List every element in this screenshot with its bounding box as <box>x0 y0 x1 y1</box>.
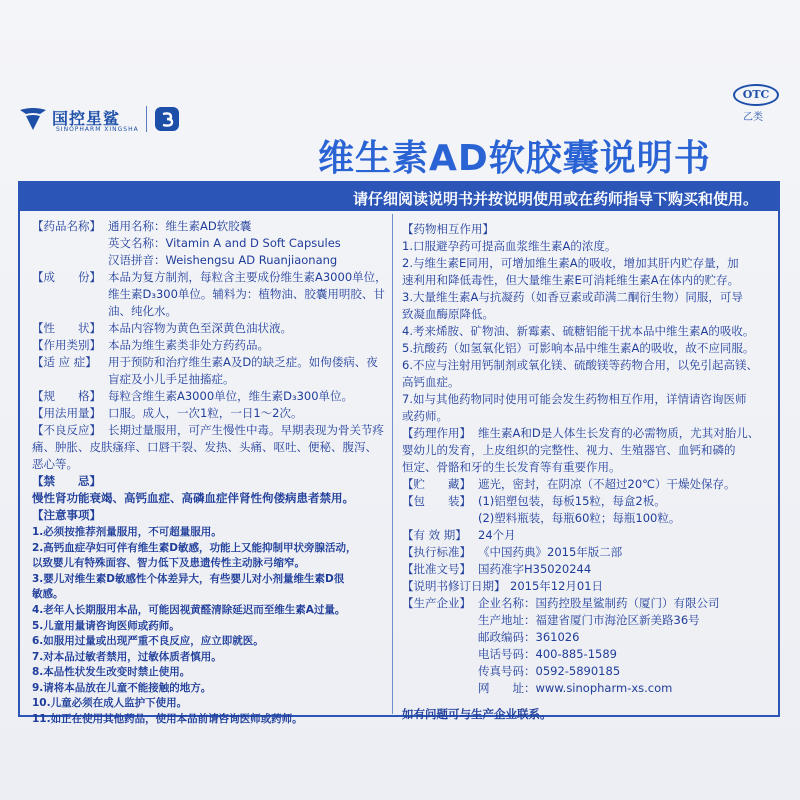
note-item: 6.如服用过量或出现严重不良反应，应立即就医。 <box>32 635 264 647</box>
generic-name: 通用名称：维生素AD软胶囊 <box>108 219 252 233</box>
warning-banner <box>18 181 780 211</box>
note-item: 9.请将本品放在儿童不能接触的地方。 <box>32 682 212 694</box>
drug-name-label: 【药品名称】 <box>32 219 101 233</box>
interaction-item: 1.口服避孕药可提高血浆维生素A的浓度。 <box>402 239 617 253</box>
english-name: 英文名称：Vitamin A and D Soft Capsules <box>108 236 341 250</box>
otc-class-label: 乙类 <box>743 112 763 123</box>
note-item: 5.儿童用量请咨询医师或药师。 <box>32 620 180 632</box>
interaction-item: 或药师。 <box>402 409 448 423</box>
composition-line-3: 油、纯化水。 <box>108 304 177 318</box>
brand-icon <box>154 106 180 132</box>
manufacturer-label: 【生产企业】 <box>402 596 471 610</box>
pharm-line-1: 维生素A和D是人体生长发育的必需物质，尤其对胎儿、 <box>478 426 760 440</box>
indication-line-1: 用于预防和治疗维生素A及D的缺乏症。如佝偻病、夜 <box>108 355 378 369</box>
composition-label: 【成 份】 <box>32 270 101 284</box>
interaction-item: 6.不应与注射用钙制剂或氧化镁、硫酸镁等药物合用，以免引起高镁、 <box>402 358 758 372</box>
phone: 电话号码：400-885-1589 <box>478 647 617 661</box>
otc-badge: OTC <box>733 84 779 106</box>
interaction-label: 【药物相互作用】 <box>402 222 494 236</box>
company-name: 企业名称：国药控股星鲨制药（厦门）有限公司 <box>478 596 720 610</box>
package-line-1: (1)铝塑包装，每板15粒，每盒2板。 <box>478 494 666 508</box>
website: 网 址：www.sinopharm-xs.com <box>478 681 673 695</box>
pharm-label: 【药理作用】 <box>402 426 471 440</box>
note-item: 1.必须按推荐剂量服用，不可超量服用。 <box>32 526 222 538</box>
note-item: 4.老年人长期服用本品，可能因视黄醛清除延迟而至维生素A过量。 <box>32 604 346 616</box>
address: 生产地址：福建省厦门市海沧区新美路36号 <box>478 613 700 627</box>
company-logo-icon <box>18 106 48 132</box>
note-item: 7.对本品过敏者禁用，过敏体质者慎用。 <box>32 651 222 663</box>
indication-label: 【适 应 症】 <box>32 355 97 369</box>
spec-label: 【规 格】 <box>32 389 101 403</box>
note-item: 2.高钙血症孕妇可伴有维生素D敏感，功能上又能抑制甲状旁腺活动， <box>32 542 357 554</box>
interaction-item: 2.与维生素E同用，可增加维生素A的吸收，增加其肝内贮存量，加 <box>402 256 739 270</box>
note-item: 10.儿童必须在成人监护下使用。 <box>32 697 188 709</box>
adverse-label: 【不良反应】 <box>32 423 101 437</box>
interaction-item: 7.如与其他药物同时使用可能会发生药物相互作用，详情请咨询医师 <box>402 392 747 406</box>
note-item: 3.婴儿对维生素D敏感性个体差异大，有些婴儿对小剂量维生素D很 <box>32 573 345 585</box>
package-label: 【包 装】 <box>402 494 471 508</box>
storage-label: 【贮 藏】 <box>402 477 471 491</box>
note-item: 8.本品性状发生改变时禁止使用。 <box>32 666 191 678</box>
pinyin-name: 汉语拼音：Weishengsu AD Ruanjiaonang <box>108 253 338 267</box>
logo-divider <box>146 106 147 132</box>
category-text: 本品为维生素类非处方药药品。 <box>108 338 269 352</box>
storage-text: 遮光，密封，在阴凉（不超过20℃）干燥处保存。 <box>478 477 736 491</box>
interaction-item: 致凝血酶原降低。 <box>402 307 494 321</box>
adverse-line-1: 长期过量服用，可产生慢性中毒。早期表现为骨关节疼 <box>108 423 384 437</box>
standard-text: 《中国药典》2015年版二部 <box>478 545 623 559</box>
dosage-text: 口服。成人，一次1粒，一日1～2次。 <box>108 406 303 420</box>
adverse-line-2: 痛、肿胀、皮肤瘙痒、口唇干裂、发热、头痛、呕吐、便秘、腹泻、 <box>32 440 377 454</box>
appearance-label: 【性 状】 <box>32 321 101 335</box>
appearance-text: 本品内容物为黄色至深黄色油状液。 <box>108 321 292 335</box>
contra-text: 慢性肾功能衰竭、高钙血症、高磷血症伴肾性佝偻病患者禁用。 <box>32 491 354 505</box>
note-item: 11.如正在使用其他药品，使用本品前请咨询医师或药师。 <box>32 713 303 725</box>
notes-label: 【注意事项】 <box>32 508 101 522</box>
spec-text: 每粒含维生素A3000单位，维生素D₃300单位。 <box>108 389 354 403</box>
company-logo-english: SINOPHARM XINGSHA <box>56 126 139 133</box>
revision-text: 2015年12月01日 <box>510 579 604 593</box>
interaction-item: 速利用和降低毒性，但大量维生素E可消耗维生素A在体内的贮存。 <box>402 273 740 287</box>
pharm-line-3: 恒定、骨骼和牙的生长发育等有重要作用。 <box>402 460 621 474</box>
banner-text: 请仔细阅读说明书并按说明使用或在药师指导下购买和使用。 <box>352 190 758 208</box>
postcode: 邮政编码：361026 <box>478 630 580 644</box>
validity-text: 24个月 <box>478 528 516 542</box>
validity-label: 【有 效 期】 <box>402 528 467 542</box>
category-label: 【作用类别】 <box>32 338 101 352</box>
indication-line-2: 盲症及小儿手足抽搐症。 <box>108 372 235 386</box>
revision-label: 【说明书修订日期】 <box>402 579 506 593</box>
dosage-label: 【用法用量】 <box>32 406 101 420</box>
composition-line-1: 本品为复方制剂，每粒含主要成份维生素A3000单位， <box>108 270 387 284</box>
company-logo-text: 国控星鲨 <box>52 109 121 128</box>
approval-text: 国药准字H35020244 <box>478 562 592 576</box>
footer-note: 如有问题可与生产企业联系。 <box>402 707 552 721</box>
contra-label: 【禁 忌】 <box>32 474 101 488</box>
column-divider <box>392 214 393 714</box>
adverse-line-3: 恶心等。 <box>32 457 78 471</box>
fax: 传真号码：0592-5890185 <box>478 664 621 678</box>
pharm-line-2: 婴幼儿的发育，上皮组织的完整性、视力、生殖器官、血钙和磷的 <box>402 443 736 457</box>
composition-line-2: 维生素D₃300单位。辅料为：植物油、胶囊用明胶、甘 <box>108 287 385 301</box>
interaction-item: 高钙血症。 <box>402 375 460 389</box>
note-item: 敏感。 <box>32 588 64 600</box>
note-item: 以致婴儿有特殊面容、智力低下及患遗传性主动脉弓缩窄。 <box>32 557 305 569</box>
interaction-item: 5.抗酸药（如氢氧化铝）可影响本品中维生素A的吸收，故不应同服。 <box>402 341 755 355</box>
approval-label: 【批准文号】 <box>402 562 471 576</box>
interaction-item: 4.考来烯胺、矿物油、新霉素、硫糖铝能干扰本品中维生素A的吸收。 <box>402 324 755 338</box>
package-line-2: (2)塑料瓶装，每瓶60粒；每瓶100粒。 <box>478 511 681 525</box>
standard-label: 【执行标准】 <box>402 545 471 559</box>
interaction-item: 3.大量维生素A与抗凝药（如香豆素或茚满二酮衍生物）同服，可导 <box>402 290 743 304</box>
page-title: 维生素AD软胶囊说明书 <box>318 138 711 179</box>
